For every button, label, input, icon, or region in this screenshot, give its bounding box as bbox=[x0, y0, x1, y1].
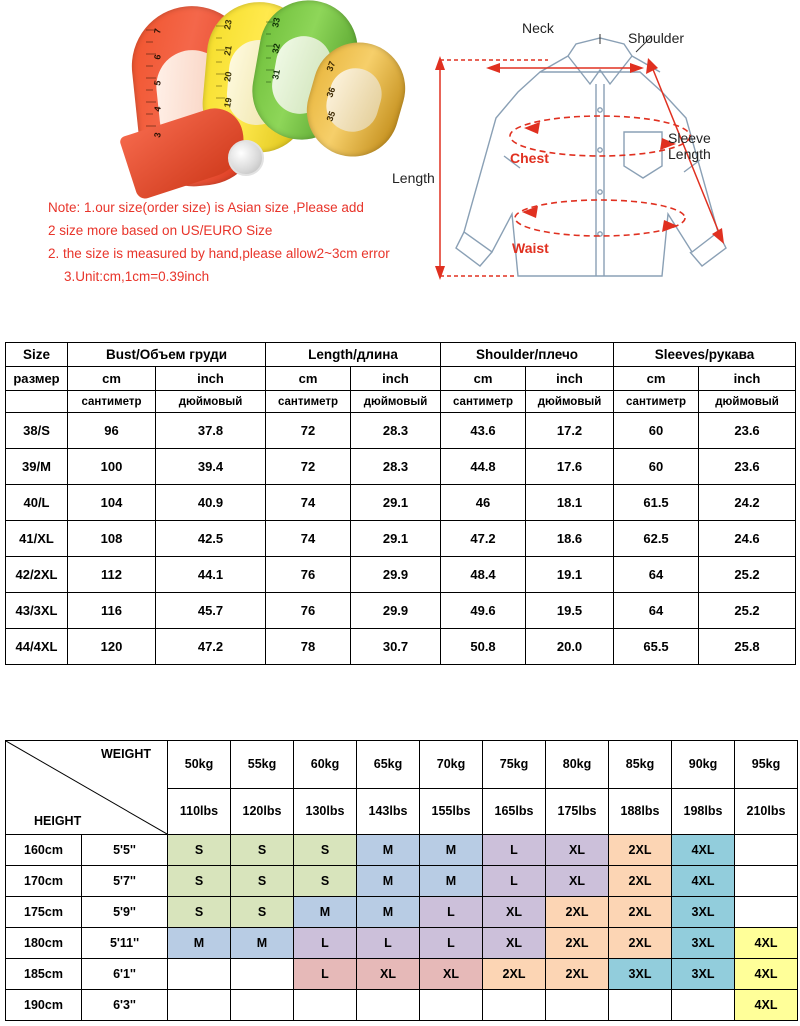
size-recommendation-cell: M bbox=[357, 897, 420, 928]
size-recommendation-cell: 2XL bbox=[546, 959, 609, 990]
measure-cell: 25.2 bbox=[699, 557, 796, 593]
size-recommendation-cell: L bbox=[294, 959, 357, 990]
table-row bbox=[6, 521, 796, 557]
measure-cell: 18.1 bbox=[526, 485, 614, 521]
measure-cell: 62.5 bbox=[614, 521, 699, 557]
size-cell: 44/4XL bbox=[6, 629, 68, 665]
size-recommendation-cell: S bbox=[294, 866, 357, 897]
size-recommendation-cell: 3XL bbox=[609, 959, 672, 990]
unit-length-inch: inch bbox=[351, 367, 441, 391]
weight-lbs-cell: 175lbs bbox=[546, 788, 609, 834]
svg-text:35: 35 bbox=[324, 109, 338, 123]
size-recommendation-cell: 2XL bbox=[609, 866, 672, 897]
measure-cell: 44.1 bbox=[156, 557, 266, 593]
table-row bbox=[6, 485, 796, 521]
weight-kg-cell: 75kg bbox=[483, 741, 546, 789]
weight-lbs-cell: 130lbs bbox=[294, 788, 357, 834]
height-cm-cell: 180cm bbox=[6, 928, 82, 959]
header-size: Size bbox=[6, 343, 68, 367]
table-row bbox=[6, 593, 796, 629]
table-row bbox=[6, 449, 796, 485]
tape-tick-marks bbox=[60, 0, 390, 195]
size-recommendation-cell: 4XL bbox=[735, 928, 798, 959]
weight-kg-cell: 50kg bbox=[168, 741, 231, 789]
weight-kg-cell: 55kg bbox=[231, 741, 294, 789]
measure-cell: 48.4 bbox=[441, 557, 526, 593]
weight-kg-cell: 60kg bbox=[294, 741, 357, 789]
measure-cell: 29.1 bbox=[351, 521, 441, 557]
measure-cell: 29.1 bbox=[351, 485, 441, 521]
measure-cell: 37.8 bbox=[156, 413, 266, 449]
measure-cell: 45.7 bbox=[156, 593, 266, 629]
size-recommendation-cell: 4XL bbox=[672, 835, 735, 866]
unit-ru-shoulder-inch: дюймовый bbox=[526, 391, 614, 413]
size-recommendation-cell: 2XL bbox=[546, 928, 609, 959]
size-recommendation-cell: 4XL bbox=[672, 866, 735, 897]
height-cm-cell: 170cm bbox=[6, 866, 82, 897]
size-cell: 41/XL bbox=[6, 521, 68, 557]
size-chart-table bbox=[5, 342, 796, 665]
size-recommendation-cell: 3XL bbox=[672, 959, 735, 990]
svg-text:36: 36 bbox=[324, 85, 338, 99]
size-recommendation-cell: M bbox=[294, 897, 357, 928]
measure-cell: 76 bbox=[266, 557, 351, 593]
note-line-2: 2 size more based on US/EURO Size bbox=[48, 223, 273, 238]
size-recommendation-cell: M bbox=[168, 928, 231, 959]
weight-lbs-cell: 165lbs bbox=[483, 788, 546, 834]
header-bust: Bust/Объем груди bbox=[68, 343, 266, 367]
measure-cell: 72 bbox=[266, 449, 351, 485]
header-sleeves: Sleeves/рукава bbox=[614, 343, 796, 367]
svg-text:21: 21 bbox=[222, 44, 234, 57]
measure-cell: 60 bbox=[614, 449, 699, 485]
size-recommendation-cell: 2XL bbox=[483, 959, 546, 990]
note-line-4: 3.Unit:cm,1cm=0.39inch bbox=[64, 269, 210, 284]
size-recommendation-cell bbox=[168, 959, 231, 990]
height-cm-cell: 185cm bbox=[6, 959, 82, 990]
size-recommendation-cell: 4XL bbox=[735, 990, 798, 1021]
shirt-measurement-diagram bbox=[392, 0, 800, 320]
measure-cell: 25.2 bbox=[699, 593, 796, 629]
label-neck: Neck bbox=[522, 20, 554, 36]
height-ft-cell: 5'7'' bbox=[82, 866, 168, 897]
measure-cell: 74 bbox=[266, 485, 351, 521]
weight-height-table bbox=[5, 740, 798, 1021]
measure-cell: 49.6 bbox=[441, 593, 526, 629]
unit-length-cm: cm bbox=[266, 367, 351, 391]
size-recommendation-cell: S bbox=[168, 835, 231, 866]
size-recommendation-cell: L bbox=[483, 866, 546, 897]
measure-cell: 25.8 bbox=[699, 629, 796, 665]
header-shoulder: Shoulder/плечо bbox=[441, 343, 614, 367]
measure-cell: 65.5 bbox=[614, 629, 699, 665]
table-row bbox=[6, 990, 798, 1021]
size-notes bbox=[48, 196, 448, 288]
height-ft-cell: 5'11'' bbox=[82, 928, 168, 959]
measure-cell: 20.0 bbox=[526, 629, 614, 665]
size-table-units-ru-row bbox=[6, 391, 796, 413]
measure-cell: 40.9 bbox=[156, 485, 266, 521]
weight-kg-cell: 80kg bbox=[546, 741, 609, 789]
table-row bbox=[6, 928, 798, 959]
measure-cell: 28.3 bbox=[351, 449, 441, 485]
size-recommendation-cell: L bbox=[420, 928, 483, 959]
svg-text:4: 4 bbox=[152, 105, 163, 113]
unit-sleeves-cm: cm bbox=[614, 367, 699, 391]
measure-cell: 74 bbox=[266, 521, 351, 557]
note-line-3: 2. the size is measured by hand,please allow2~3cm error bbox=[48, 246, 390, 261]
size-recommendation-cell bbox=[357, 990, 420, 1021]
size-recommendation-cell: S bbox=[231, 835, 294, 866]
size-recommendation-cell: XL bbox=[546, 835, 609, 866]
table-row bbox=[6, 629, 796, 665]
unit-ru-sleeves-inch: дюймовый bbox=[699, 391, 796, 413]
size-recommendation-cell: 2XL bbox=[609, 928, 672, 959]
table-row bbox=[6, 866, 798, 897]
size-recommendation-cell: 4XL bbox=[735, 959, 798, 990]
measure-cell: 18.6 bbox=[526, 521, 614, 557]
size-recommendation-cell bbox=[483, 990, 546, 1021]
unit-shoulder-inch: inch bbox=[526, 367, 614, 391]
measure-cell: 47.2 bbox=[156, 629, 266, 665]
size-cell: 40/L bbox=[6, 485, 68, 521]
svg-text:19: 19 bbox=[222, 96, 234, 109]
size-cell: 38/S bbox=[6, 413, 68, 449]
size-chart-table-container bbox=[5, 342, 795, 665]
measure-cell: 61.5 bbox=[614, 485, 699, 521]
weight-kg-cell: 90kg bbox=[672, 741, 735, 789]
size-recommendation-cell bbox=[420, 990, 483, 1021]
svg-text:23: 23 bbox=[222, 18, 234, 31]
weight-kg-cell: 65kg bbox=[357, 741, 420, 789]
unit-ru-shoulder-cm: сантиметр bbox=[441, 391, 526, 413]
svg-text:37: 37 bbox=[324, 59, 338, 73]
weight-kg-cell: 95kg bbox=[735, 741, 798, 789]
size-recommendation-cell: XL bbox=[546, 866, 609, 897]
unit-sleeves-inch: inch bbox=[699, 367, 796, 391]
size-recommendation-cell: M bbox=[231, 928, 294, 959]
measure-cell: 23.6 bbox=[699, 413, 796, 449]
measure-cell: 19.5 bbox=[526, 593, 614, 629]
tape-measure-illustration bbox=[60, 0, 390, 195]
svg-text:33: 33 bbox=[270, 16, 283, 29]
measure-cell: 17.2 bbox=[526, 413, 614, 449]
weight-kg-cell: 70kg bbox=[420, 741, 483, 789]
weight-kg-row bbox=[6, 741, 798, 789]
measure-cell: 44.8 bbox=[441, 449, 526, 485]
measure-cell: 108 bbox=[68, 521, 156, 557]
measure-cell: 17.6 bbox=[526, 449, 614, 485]
size-recommendation-cell: L bbox=[294, 928, 357, 959]
unit-ru-sleeves-cm: сантиметр bbox=[614, 391, 699, 413]
size-recommendation-cell: XL bbox=[420, 959, 483, 990]
size-recommendation-cell: XL bbox=[483, 897, 546, 928]
weight-lbs-cell: 110lbs bbox=[168, 788, 231, 834]
weight-height-table-container bbox=[5, 740, 795, 1021]
measure-cell: 47.2 bbox=[441, 521, 526, 557]
measure-cell: 29.9 bbox=[351, 557, 441, 593]
size-recommendation-cell bbox=[168, 990, 231, 1021]
size-recommendation-cell bbox=[231, 959, 294, 990]
label-sleeve-length-line2: Length bbox=[668, 146, 711, 162]
measure-cell: 29.9 bbox=[351, 593, 441, 629]
table-row bbox=[6, 835, 798, 866]
size-cell: 42/2XL bbox=[6, 557, 68, 593]
size-table-body bbox=[6, 413, 796, 665]
size-recommendation-cell bbox=[231, 990, 294, 1021]
size-recommendation-cell: S bbox=[168, 866, 231, 897]
weight-height-table-body bbox=[6, 835, 798, 1021]
weight-kg-cell: 85kg bbox=[609, 741, 672, 789]
measure-cell: 112 bbox=[68, 557, 156, 593]
label-length: Length bbox=[392, 170, 435, 186]
unit-ru-length-cm: сантиметр bbox=[266, 391, 351, 413]
weight-lbs-cell: 188lbs bbox=[609, 788, 672, 834]
height-ft-cell: 6'3'' bbox=[82, 990, 168, 1021]
weight-lbs-cell: 210lbs bbox=[735, 788, 798, 834]
measure-cell: 23.6 bbox=[699, 449, 796, 485]
table-row bbox=[6, 897, 798, 928]
height-cm-cell: 175cm bbox=[6, 897, 82, 928]
label-shoulder: Shoulder bbox=[628, 30, 685, 46]
svg-text:32: 32 bbox=[270, 42, 283, 55]
height-label: HEIGHT bbox=[34, 814, 82, 828]
size-recommendation-cell: S bbox=[231, 866, 294, 897]
unit-bust-inch: inch bbox=[156, 367, 266, 391]
size-recommendation-cell: M bbox=[357, 835, 420, 866]
weight-lbs-cell: 155lbs bbox=[420, 788, 483, 834]
unit-ru-bust-cm: сантиметр bbox=[68, 391, 156, 413]
measure-cell: 24.2 bbox=[699, 485, 796, 521]
shirt-diagram-svg bbox=[400, 0, 800, 320]
label-waist: Waist bbox=[512, 240, 549, 256]
size-recommendation-cell: M bbox=[357, 866, 420, 897]
size-recommendation-cell: XL bbox=[357, 959, 420, 990]
weight-lbs-cell: 120lbs bbox=[231, 788, 294, 834]
top-illustration-section bbox=[0, 0, 800, 320]
size-recommendation-cell bbox=[735, 866, 798, 897]
measure-cell: 30.7 bbox=[351, 629, 441, 665]
size-recommendation-cell: M bbox=[420, 866, 483, 897]
height-cm-cell: 160cm bbox=[6, 835, 82, 866]
height-ft-cell: 5'5'' bbox=[82, 835, 168, 866]
measure-cell: 104 bbox=[68, 485, 156, 521]
measure-cell: 60 bbox=[614, 413, 699, 449]
measure-cell: 43.6 bbox=[441, 413, 526, 449]
header-length: Length/длина bbox=[266, 343, 441, 367]
spacer-cell bbox=[6, 391, 68, 413]
size-recommendation-cell: M bbox=[420, 835, 483, 866]
measure-cell: 46 bbox=[441, 485, 526, 521]
measure-cell: 42.5 bbox=[156, 521, 266, 557]
size-recommendation-cell bbox=[546, 990, 609, 1021]
measure-cell: 100 bbox=[68, 449, 156, 485]
unit-bust-cm: cm bbox=[68, 367, 156, 391]
measure-cell: 39.4 bbox=[156, 449, 266, 485]
header-size-ru: размер bbox=[6, 367, 68, 391]
unit-shoulder-cm: cm bbox=[441, 367, 526, 391]
height-ft-cell: 5'9'' bbox=[82, 897, 168, 928]
measure-cell: 96 bbox=[68, 413, 156, 449]
size-recommendation-cell: S bbox=[231, 897, 294, 928]
measure-cell: 64 bbox=[614, 593, 699, 629]
size-recommendation-cell bbox=[735, 835, 798, 866]
svg-text:20: 20 bbox=[222, 70, 234, 83]
measure-cell: 19.1 bbox=[526, 557, 614, 593]
label-sleeve-length-line1: Sleeve bbox=[668, 130, 711, 146]
table-row bbox=[6, 413, 796, 449]
measure-cell: 116 bbox=[68, 593, 156, 629]
measure-cell: 50.8 bbox=[441, 629, 526, 665]
table-row bbox=[6, 557, 796, 593]
size-recommendation-cell: 3XL bbox=[672, 928, 735, 959]
size-recommendation-cell bbox=[294, 990, 357, 1021]
size-recommendation-cell: S bbox=[168, 897, 231, 928]
svg-text:3: 3 bbox=[152, 131, 163, 139]
measure-cell: 76 bbox=[266, 593, 351, 629]
size-recommendation-cell bbox=[735, 897, 798, 928]
measure-cell: 24.6 bbox=[699, 521, 796, 557]
size-recommendation-cell: S bbox=[294, 835, 357, 866]
height-ft-cell: 6'1'' bbox=[82, 959, 168, 990]
size-recommendation-cell: 2XL bbox=[546, 897, 609, 928]
unit-ru-bust-inch: дюймовый bbox=[156, 391, 266, 413]
svg-text:5: 5 bbox=[152, 79, 163, 87]
size-recommendation-cell: 2XL bbox=[609, 897, 672, 928]
size-recommendation-cell: L bbox=[420, 897, 483, 928]
svg-text:6: 6 bbox=[152, 53, 163, 61]
svg-text:31: 31 bbox=[270, 68, 283, 81]
size-recommendation-cell: L bbox=[357, 928, 420, 959]
size-table-units-row bbox=[6, 367, 796, 391]
size-recommendation-cell bbox=[672, 990, 735, 1021]
measure-cell: 120 bbox=[68, 629, 156, 665]
size-cell: 39/M bbox=[6, 449, 68, 485]
size-recommendation-cell: 2XL bbox=[609, 835, 672, 866]
label-chest: Chest bbox=[510, 150, 549, 166]
size-recommendation-cell bbox=[609, 990, 672, 1021]
size-recommendation-cell: XL bbox=[483, 928, 546, 959]
table-row bbox=[6, 959, 798, 990]
measure-cell: 64 bbox=[614, 557, 699, 593]
weight-label: WEIGHT bbox=[101, 747, 151, 761]
height-cm-cell: 190cm bbox=[6, 990, 82, 1021]
svg-text:7: 7 bbox=[152, 27, 163, 35]
measure-cell: 28.3 bbox=[351, 413, 441, 449]
weight-lbs-cell: 198lbs bbox=[672, 788, 735, 834]
size-table-header-groups bbox=[6, 343, 796, 367]
measure-cell: 78 bbox=[266, 629, 351, 665]
size-cell: 43/3XL bbox=[6, 593, 68, 629]
unit-ru-length-inch: дюймовый bbox=[351, 391, 441, 413]
size-recommendation-cell: L bbox=[483, 835, 546, 866]
weight-height-corner bbox=[6, 741, 168, 835]
note-line-1: Note: 1.our size(order size) is Asian size ,Please add bbox=[48, 200, 364, 215]
measure-cell: 72 bbox=[266, 413, 351, 449]
weight-lbs-cell: 143lbs bbox=[357, 788, 420, 834]
size-recommendation-cell: 3XL bbox=[672, 897, 735, 928]
